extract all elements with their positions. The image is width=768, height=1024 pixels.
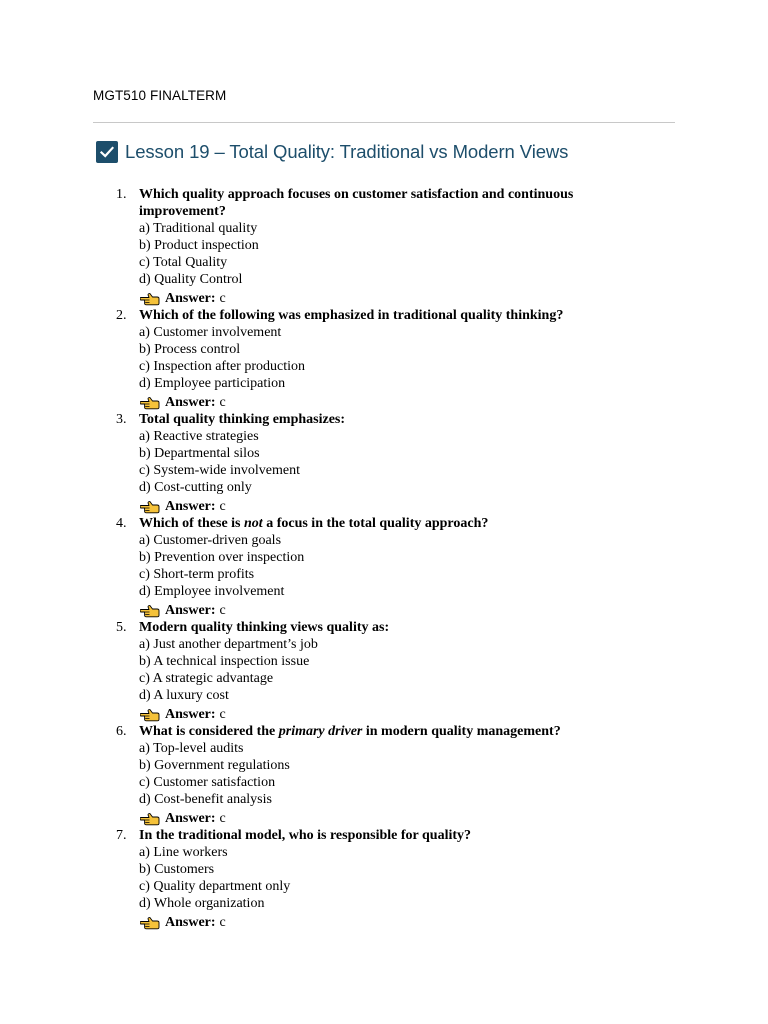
answer-option: b) Prevention over inspection [139,550,305,565]
question-emphasis: primary driver [278,724,363,739]
pointing-hand-icon [140,812,160,826]
answer-option: c) A strategic advantage [139,671,274,686]
answer-option: d) Cost-benefit analysis [139,792,272,807]
pointing-hand-icon [140,916,160,930]
answer-label: Answer: [165,499,216,514]
answer-option: c) Customer satisfaction [139,775,276,790]
question-number: 6. [116,724,127,739]
lesson-title: Lesson 19 – Total Quality: Traditional vs Modern Views [125,141,569,162]
answer-value: c [219,915,226,930]
answer-label: Answer: [165,603,216,618]
answer-value: c [219,603,226,618]
answer-option: b) Process control [139,342,241,357]
checkbox-checked-icon [96,141,118,163]
pointing-hand-icon [140,708,160,722]
lesson-heading [96,141,568,163]
question-item [0,307,768,411]
question-item [0,411,768,515]
answer-value: c [219,811,226,826]
answer-option: a) Reactive strategies [139,429,259,444]
question-emphasis: not [244,516,263,531]
question-item [0,619,768,723]
answer-option: a) Customer-driven goals [139,533,282,548]
answer-option: a) Just another department’s job [139,637,318,652]
answer-value: c [219,707,226,722]
answer-label: Answer: [165,395,216,410]
answer-option: b) A technical inspection issue [139,654,310,669]
answer-option: c) Short-term profits [139,567,255,582]
question-text-part: in modern quality management? [362,724,561,739]
answer-option: a) Line workers [139,845,228,860]
answer-option: d) Employee involvement [139,584,285,599]
answer-option: b) Departmental silos [139,446,260,461]
question-text [139,827,639,844]
question-item [0,723,768,827]
answer-label: Answer: [165,707,216,722]
answer-option: a) Top-level audits [139,741,244,756]
question-text [139,619,639,636]
answer-label: Answer: [165,291,216,306]
pointing-hand-icon [140,604,160,618]
question-number: 2. [116,308,127,323]
answer-option: c) Total Quality [139,255,228,270]
answer-line [139,290,768,307]
question-text-part: Total quality thinking emphasizes: [139,412,346,427]
question-text-part: Which quality approach focuses on customer satisfaction and continuous improvement? [139,187,574,219]
pointing-hand-icon [140,292,160,306]
question-item [0,186,768,307]
question-text [139,186,639,220]
answer-line [139,914,768,931]
answer-option: a) Customer involvement [139,325,282,340]
answer-label: Answer: [165,915,216,930]
question-number: 7. [116,828,127,843]
question-text [139,307,639,324]
document-header: MGT510 FINALTERM [93,88,227,103]
answer-option: c) System-wide involvement [139,463,300,478]
answer-option: c) Quality department only [139,879,291,894]
answer-label: Answer: [165,811,216,826]
answer-value: c [219,291,226,306]
answer-option: d) Employee participation [139,376,286,391]
question-item [0,515,768,619]
answer-value: c [219,395,226,410]
question-number: 1. [116,187,127,202]
answer-option: b) Customers [139,862,215,877]
pointing-hand-icon [140,396,160,410]
question-text-part: In the traditional model, who is responsible for quality? [139,828,472,843]
question-number: 3. [116,412,127,427]
answer-option: d) Quality Control [139,272,243,287]
answer-option: d) Cost-cutting only [139,480,252,495]
question-text-part: a focus in the total quality approach? [262,516,489,531]
question-text-part: What is considered the [139,724,279,739]
question-number: 5. [116,620,127,635]
answer-option: b) Government regulations [139,758,290,773]
question-text-part: Which of the following was emphasized in traditional quality thinking? [139,308,564,323]
question-list [0,186,768,931]
question-text-part: Modern quality thinking views quality as: [139,620,390,635]
answer-line [139,498,768,515]
answer-option: c) Inspection after production [139,359,305,374]
answer-value: c [219,499,226,514]
question-text [139,515,639,532]
answer-option: d) Whole organization [139,896,265,911]
answer-line [139,394,768,411]
question-number: 4. [116,516,127,531]
question-item [0,827,768,931]
answer-line [139,810,768,827]
answer-line [139,602,768,619]
question-text [139,411,639,428]
question-text [139,723,639,740]
answer-option: a) Traditional quality [139,221,258,236]
answer-line [139,706,768,723]
answer-option: b) Product inspection [139,238,259,253]
question-text-part: Which of these is [139,516,244,531]
pointing-hand-icon [140,500,160,514]
header-divider [93,122,675,123]
answer-option: d) A luxury cost [139,688,229,703]
